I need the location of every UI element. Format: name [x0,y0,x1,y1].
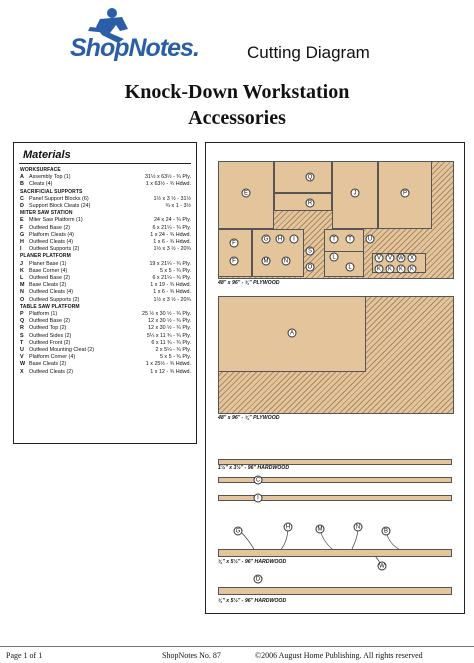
label-a: A [288,329,297,338]
label-l2: L [346,263,355,272]
materials-heading: Materials [19,143,191,164]
materials-section-title: MITER SAW STATION [20,210,73,217]
materials-item-letter: F [20,224,24,231]
materials-item-size: 1 x 12 - ¾ Hdwd. [150,368,191,375]
materials-item-name: Base Cleats (2) [29,361,67,368]
materials-item-name: Outfeed Cleats (4) [29,289,74,296]
materials-item-letter: J [20,260,23,267]
materials-item-letter: D [20,203,24,210]
materials-item-letter: X [20,368,24,375]
label-i-board: I [254,494,263,503]
label-c: C [254,476,263,485]
materials-item-size: 1 x 19 - ¾ Hdwd. [150,282,191,289]
materials-item [20,325,191,332]
materials-item-name: Outfeed Cleats (4) [29,239,74,246]
label-o: O [306,263,315,272]
materials-item [20,203,191,210]
page-title-line2: Accessories [188,107,286,129]
materials-item [20,225,191,232]
footer-page: Page 1 of 1 [6,651,43,660]
label-q: Q [306,173,315,182]
materials-item-name: Base Corner (4) [29,267,68,274]
materials-item [20,196,191,203]
materials-item-name: Outfeed Sides (2) [29,332,72,339]
materials-section-title: WORKSURFACE [20,167,61,173]
label-r: R [306,199,315,208]
materials-item-name: Miter Saw Platform (1) [29,217,83,224]
label-n-board: N [354,523,363,532]
label-j: J [351,189,360,198]
materials-item [20,340,191,347]
materials-item-letter: B [20,181,24,188]
materials-item-letter: G [20,231,25,238]
materials-item [20,261,191,268]
materials-item-name: Cleats (4) [29,181,53,188]
materials-item-size: 6 x 11 ¾ - ¾ Ply. [151,339,191,346]
part-r [274,193,332,211]
materials-item-name: Base Cleats (2) [29,282,67,289]
materials-item-size: ¾ x 1 - 3½ [165,203,191,210]
materials-item-name: Outfeed Supports (2) [29,296,80,303]
materials-item [20,232,191,239]
materials-item [20,347,191,354]
materials-item-name: Support Block Cleats (24) [29,203,91,210]
label-k2: K [386,265,395,274]
label-n: N [282,257,291,266]
materials-item-letter: P [20,311,24,318]
materials-item-letter: S [20,332,24,339]
materials-item [20,297,191,304]
footer-issue: ShopNotes No. 87 [162,651,221,660]
materials-item-size: 19 x 21¼ - ¾ Ply. [149,260,191,267]
board-1-dimension: 1½" x 3½" - 96" HARDWOOD [218,465,290,471]
label-k4: K [408,265,417,274]
materials-item-size: 1 x 25½ - ¾ Hdwd. [145,361,191,368]
materials-item-name: Outfeed Front (2) [29,339,71,346]
materials-item-name: Outfeed Supports (2) [29,246,80,253]
footer-rule [0,646,474,647]
label-v1: V [375,254,384,263]
label-t1: T [330,235,339,244]
label-g: G [262,235,271,244]
materials-item [20,181,191,188]
part-q [274,161,332,193]
materials-section-title: TABLE SAW PLATFORM [20,303,80,310]
materials-item-letter: M [20,282,25,289]
label-s: S [306,247,315,256]
label-f1: F [230,239,239,248]
materials-item-name: Outfeed Top (2) [29,325,67,332]
label-e: E [242,189,251,198]
materials-item [20,246,191,253]
materials-item-size: 1½ x 3 ½ - 20¾ [153,246,191,253]
materials-item-size: 24 x 24 - ¾ Ply. [153,217,191,224]
page-subtitle: Cutting Diagram [247,43,370,62]
materials-item-name: Outfeed Base (2) [29,224,71,231]
materials-section-title: PLANER PLATFORM [20,253,71,260]
materials-item-size: 25 ½ x 30 ½ - ¾ Ply. [141,311,191,318]
materials-item [20,282,191,289]
materials-item-name: Outfeed Mounting Cleat (2) [29,347,95,354]
hardwood-board-3 [218,587,452,595]
materials-item [20,361,191,368]
materials-item-size: 1½ x 3 ½ - 31½ [153,195,191,202]
materials-item-letter: O [20,296,25,303]
materials-item-letter: W [20,361,26,368]
materials-item-letter: A [20,174,24,181]
materials-item-size: 5¼ x 11 ¾ - ¾ Ply. [146,332,191,339]
board-3-dimension: ¾" x 5½" - 96" HARDWOOD [218,598,287,604]
part-f-group [218,229,252,277]
materials-item-size: 6 x 21¼ - ¾ Ply. [152,224,191,231]
materials-item-letter: K [20,267,24,274]
brand-wordmark: ShopNotes. [70,34,199,62]
materials-item-size: 1½ x 3 ½ - 20¾ [153,296,191,303]
materials-item [20,275,191,282]
materials-item-letter: C [20,195,24,202]
materials-item-letter: N [20,289,24,296]
materials-item [20,268,191,275]
materials-item-letter: L [20,275,24,282]
materials-panel [13,142,197,444]
materials-item [20,333,191,340]
label-p: P [401,189,410,198]
materials-item [20,369,191,376]
label-f2: F [230,257,239,266]
materials-item-name: Panel Support Blocks (6) [29,195,89,202]
materials-item [20,217,191,224]
label-g-board: G [234,527,243,536]
label-i: I [290,235,299,244]
label-u: U [366,235,375,244]
label-v2: V [386,254,395,263]
materials-item-letter: U [20,347,24,354]
materials-item-letter: H [20,239,24,246]
materials-item-name: Planer Base (1) [29,260,67,267]
label-d-board: D [254,575,263,584]
label-w: W [398,255,404,262]
cutting-diagram [205,142,465,614]
materials-item-name: Outfeed Base (2) [29,275,71,282]
label-k1: K [375,265,384,274]
materials-item-size: 2 x 5¼ - ¾ Ply. [155,347,191,354]
materials-item-size: 1 x 63½ - ¾ Hdwd. [145,181,191,188]
label-h: H [276,235,285,244]
materials-item-size: 5 x 5 - ¾ Ply. [159,354,191,361]
materials-item-letter: V [20,354,24,361]
materials-section-title: SACRIFICIAL SUPPORTS [20,188,83,195]
materials-item-size: 1 x 6 - ¾ Hdwd. [153,239,191,246]
hardwood-board-2 [218,549,452,557]
board-2-dimension: ¾" x 5½" - 96" HARDWOOD [218,559,287,565]
label-l1: L [330,253,339,262]
materials-item-size: 12 x 30 ½ - ¾ Ply. [147,318,191,325]
label-k3: K [397,265,406,274]
materials-item-size: 1 x 6 - ¾ Hdwd. [153,289,191,296]
materials-item-size: 31½ x 63½ - ¾ Ply. [144,174,191,181]
materials-item-letter: E [20,217,24,224]
materials-item-name: Platform Cleats (4) [29,231,74,238]
materials-item-letter: R [20,325,24,332]
footer-copyright: ©2006 August Home Publishing. All rights reserved [255,651,423,660]
materials-item-name: Assembly Top (1) [29,174,71,181]
materials-item-name: Outfeed Cleats (2) [29,368,74,375]
label-m: M [263,258,269,265]
sheet-1-dimension: 48" x 96" - ¾" PLYWOOD [218,280,280,286]
materials-item-name: Outfeed Base (2) [29,318,71,325]
materials-item-size: 1 x 24 - ¾ Hdwd. [150,231,191,238]
materials-item-letter: T [20,339,24,346]
label-x: X [408,254,417,263]
materials-item [20,289,191,296]
label-h-board: H [284,523,293,532]
sheet-2-dimension: 48" x 96" - ¾" PLYWOOD [218,415,280,421]
materials-item-size: 12 x 30 ½ - ¾ Ply. [147,325,191,332]
materials-item-name: Platform (1) [29,311,58,318]
label-m-board: M [317,526,323,533]
label-t2: T [346,235,355,244]
page-title-line1: Knock-Down Workstation [124,81,350,103]
materials-item-name: Platform Corner (4) [29,354,76,361]
materials-item-size: 6 x 21¼ - ¾ Ply. [152,275,191,282]
materials-item-letter: Q [20,318,25,325]
label-b-board: B [382,527,391,536]
label-w-board: W [379,563,385,570]
materials-item-size: 5 x 5 - ¾ Ply. [159,267,191,274]
materials-item-letter: I [20,246,22,253]
materials-list [14,164,196,376]
